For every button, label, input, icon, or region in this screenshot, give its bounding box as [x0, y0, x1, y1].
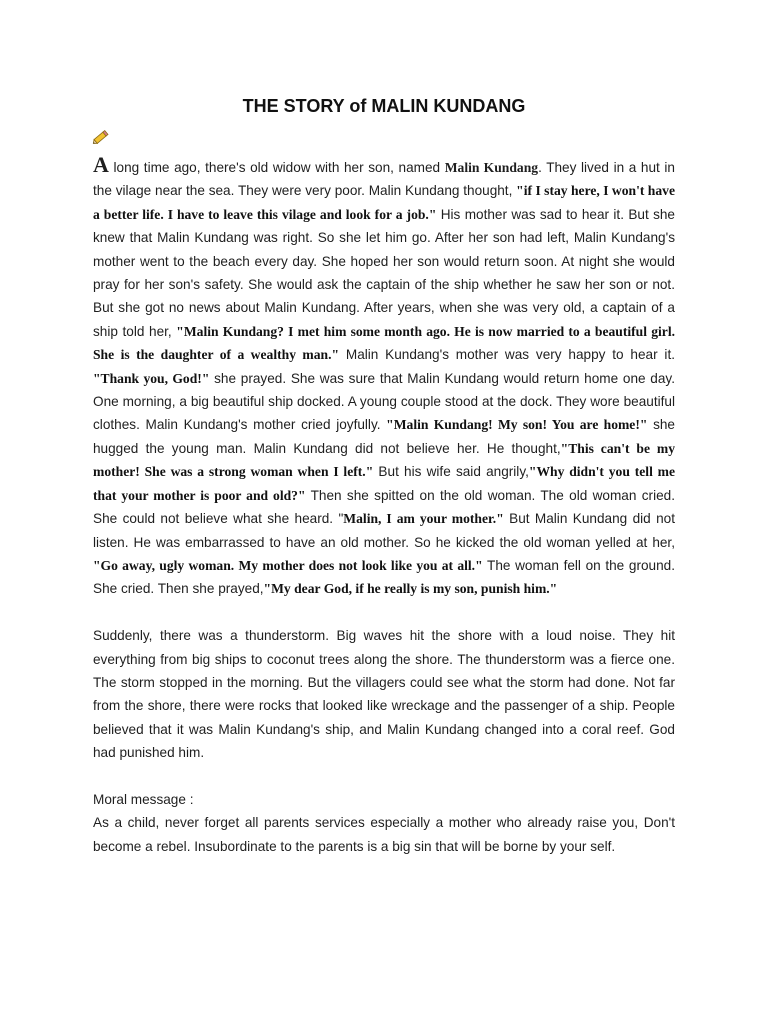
story-title: THE STORY of MALIN KUNDANG — [242, 96, 526, 116]
quote: "My dear God, if he really is my son, punish him." — [263, 581, 558, 597]
text-span: . They lived in a hut in the vilage near the sea. They were very poor. Malin Kundang thought, — [93, 160, 675, 199]
pencil-icon — [91, 127, 111, 147]
character-name: Malin Kundang — [444, 160, 539, 175]
text-span: she hugged the young man. Malin Kundang did not believe her. He thought, — [93, 417, 675, 456]
text-span: The woman fell on the ground. She cried. Then she prayed, — [93, 557, 675, 597]
story-paragraph — [93, 152, 676, 601]
text-span: she prayed. She was sure that Malin Kundang would return home one day. One morning, a big beautiful ship docked. A young couple stood at the dock. They wore beautiful clothes. Malin Kundang's mother cried joyfully. — [93, 370, 675, 433]
text-span: Malin Kundang's mother was very happy to hear it. — [339, 347, 675, 363]
quote: "if I stay here, I won't have a better life. I have to leave this vilage and look for a job." — [93, 183, 675, 222]
paragraph-gap — [93, 601, 675, 624]
quote: "Malin Kundang! My son! You are home!" — [386, 417, 648, 433]
quote: "Go away, ugly woman. My mother does not look like you at all." — [93, 557, 483, 573]
drop-cap: A — [93, 152, 109, 177]
quote: "Malin Kundang? I met him some month ago. He is now married to a beautiful girl. She is the daughter of a wealthy man." — [93, 323, 676, 363]
quote: "Why didn't you tell me that your mother is poor and old?" — [93, 464, 676, 503]
text-span: Then she spitted on the old woman. The old woman cried. She could not believe what she heard. " — [93, 487, 676, 527]
story-body — [93, 152, 676, 858]
text-span: But his wife said angrily, — [373, 464, 529, 480]
text-span: But Malin Kundang did not listen. He was embarrassed to have an old mother. So he kicked the old woman yelled at her, — [93, 511, 675, 550]
moral-text: As a child, never forget all parents services especially a mother who already raise you, Don't become a rebel. Insubordinate to the parents is a big sin that will be borne by your self. — [93, 815, 675, 854]
quote: "This can't be my mother! She was a strong woman when I left." — [93, 440, 675, 480]
moral-heading: Moral message : — [93, 791, 194, 807]
text-span: His mother was sad to hear it. But she knew that Malin Kundang was right. So she let him go. After her son had left, Malin Kundang's mother went to the beach every day. She hoped her son would return soon. At night she would pray for her son's safety. She would ask the captain of the ship whether he saw her son or not. But she got no news about Malin Kundang. After years, when she was very old, a captain of a ship told her, — [93, 206, 675, 339]
story-paragraph-2: Suddenly, there was a thunderstorm. Big waves hit the shore with a loud noise. They hit everything from big ships to coconut trees along the shore. The thunderstorm was a fierce one. The storm stopped in the morning. But the villagers could see what the storm had done. Not far from the shore, there were rocks that looked like wreckage and the passenger of a ship. People believed that it was Malin Kundang's ship, and Malin Kundang changed into a coral reef. God had punished him. — [93, 628, 675, 761]
paragraph-gap — [93, 765, 675, 788]
quote: Malin, I am your mother." — [343, 511, 504, 527]
quote: "Thank you, God!" — [93, 370, 210, 386]
text-span: long time ago, there's old widow with her son, named — [108, 160, 445, 175]
